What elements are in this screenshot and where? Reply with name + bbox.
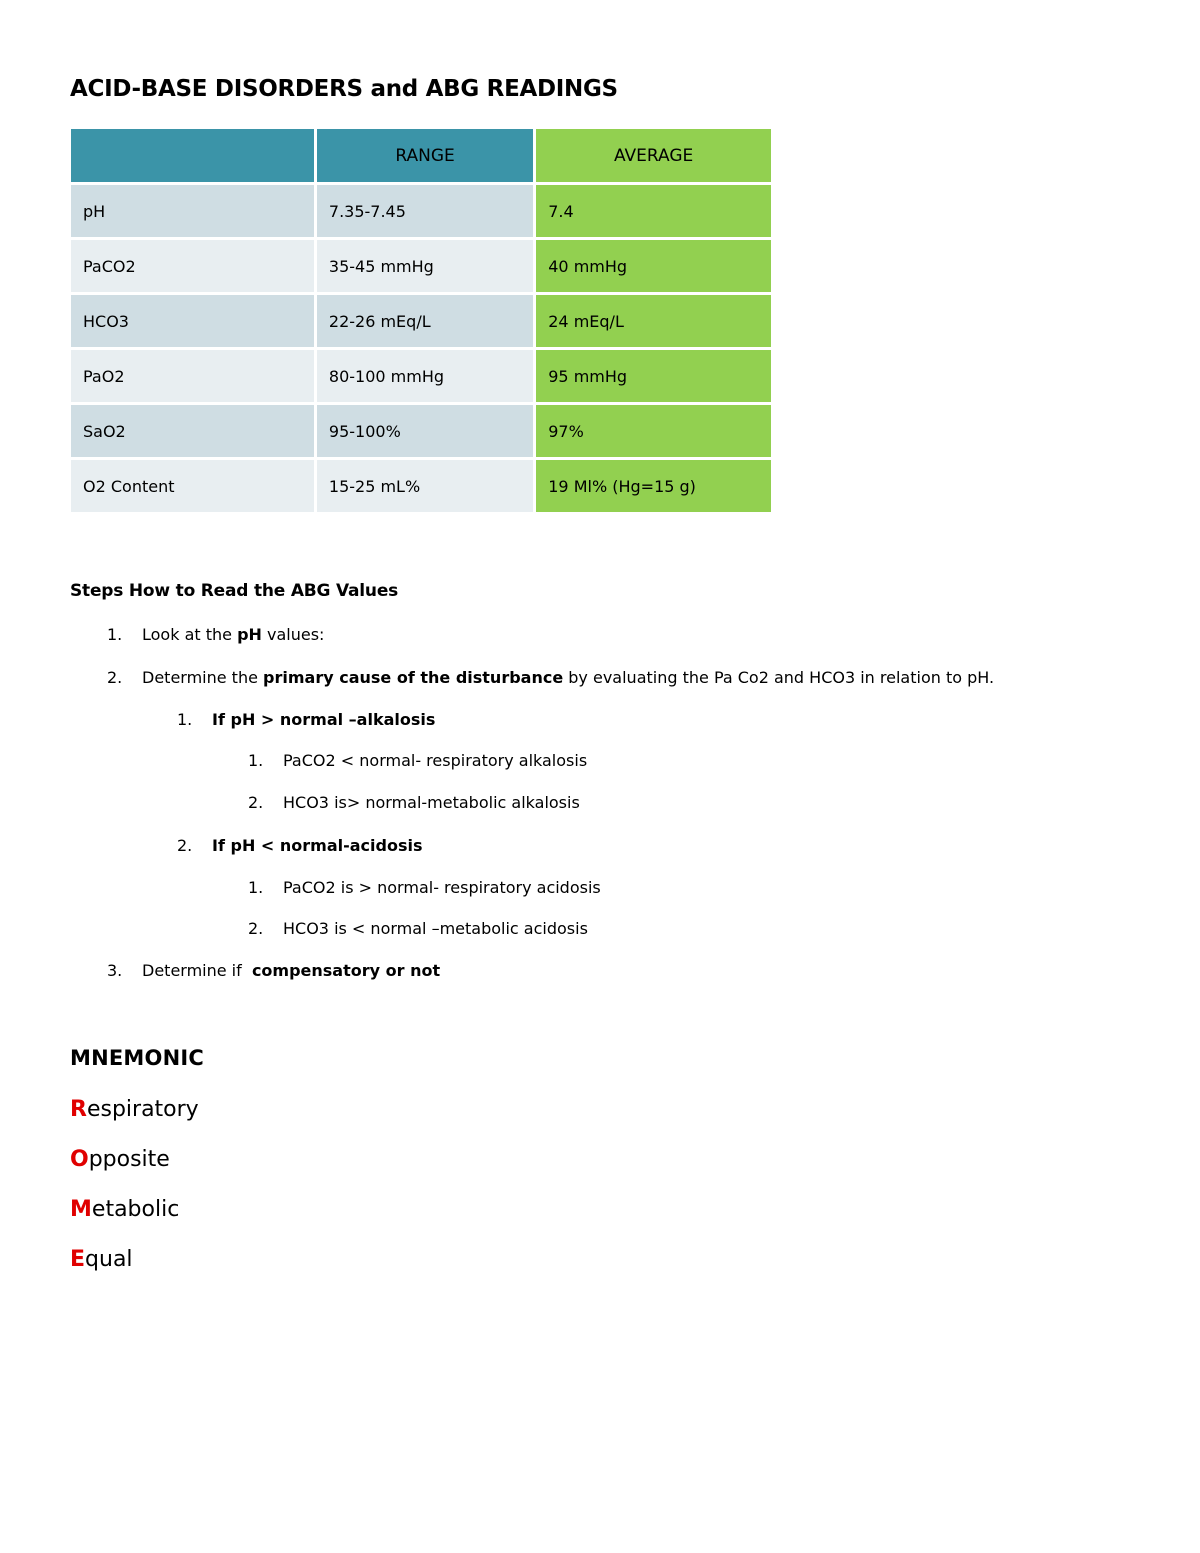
table-row (71, 240, 771, 292)
mnemonic-rest: espiratory (86, 1097, 199, 1122)
table-row (71, 295, 771, 347)
param-cell: O2 Content (71, 460, 314, 512)
mnemonic-rest: etabolic (91, 1197, 180, 1222)
mnemonic-rest: qual (85, 1247, 133, 1272)
range-cell: 95-100% (317, 405, 533, 457)
mnemonic-rest: pposite (88, 1147, 170, 1172)
header-cell-average: AVERAGE (536, 129, 771, 182)
list-number: 2. (248, 793, 264, 812)
list-text (212, 836, 422, 855)
list-number: 1. (248, 878, 264, 897)
mnemonic-letter: R (70, 1097, 87, 1122)
table-row (71, 350, 771, 402)
abg-table (68, 126, 774, 515)
table-row (71, 460, 771, 512)
list-text: PaCO2 < normal- respiratory alkalosis (283, 751, 588, 770)
list-text: HCO3 is> normal-metabolic alkalosis (283, 793, 580, 812)
emphasis: compensatory or not (251, 961, 441, 980)
mnemonic-heading: MNEMONIC (70, 1046, 204, 1070)
range-cell: 22-26 mEq/L (317, 295, 533, 347)
list-number: 3. (107, 961, 123, 980)
emphasis: If pH > normal –alkalosis (212, 710, 436, 729)
table-header-row (71, 129, 771, 182)
list-text: Determine the primary cause of the disturbance by evaluating the Pa Co2 and HCO3 in relation to pH. (142, 668, 995, 687)
range-cell: 7.35-7.45 (317, 185, 533, 237)
list-number: 2. (248, 919, 264, 938)
table-row (71, 185, 771, 237)
range-cell: 80-100 mmHg (317, 350, 533, 402)
steps-heading: Steps How to Read the ABG Values (70, 581, 399, 601)
range-cell: 35-45 mmHg (317, 240, 533, 292)
list-text (212, 710, 435, 729)
param-cell: SaO2 (71, 405, 314, 457)
mnemonic-letter: O (70, 1147, 89, 1172)
list-number: 1. (107, 625, 123, 644)
param-cell: HCO3 (71, 295, 314, 347)
average-cell: 24 mEq/L (536, 295, 771, 347)
mnemonic-letter: E (70, 1247, 86, 1272)
average-cell: 19 Ml% (Hg=15 g) (536, 460, 771, 512)
list-text: PaCO2 is > normal- respiratory acidosis (283, 878, 601, 897)
list-number: 2. (177, 836, 193, 855)
emphasis: pH (237, 625, 262, 644)
mnemonic-word (70, 1247, 133, 1272)
range-cell: 15-25 mL% (317, 460, 533, 512)
param-cell: PaO2 (71, 350, 314, 402)
param-cell: pH (71, 185, 314, 237)
list-number: 2. (107, 668, 123, 687)
mnemonic-word (70, 1147, 170, 1172)
table-row (71, 405, 771, 457)
list-text: Look at the pH values: (142, 625, 325, 644)
average-cell: 7.4 (536, 185, 771, 237)
average-cell: 97% (536, 405, 771, 457)
header-cell-range: RANGE (317, 129, 533, 182)
emphasis: primary cause of the disturbance (263, 668, 564, 687)
list-number: 1. (248, 751, 264, 770)
average-cell: 40 mmHg (536, 240, 771, 292)
list-text: HCO3 is < normal –metabolic acidosis (283, 919, 588, 938)
mnemonic-word (70, 1097, 199, 1122)
mnemonic-letter: M (70, 1197, 92, 1222)
document-title: ACID-BASE DISORDERS and ABG READINGS (70, 76, 618, 102)
average-cell: 95 mmHg (536, 350, 771, 402)
emphasis: If pH < normal-acidosis (212, 836, 423, 855)
list-text: Determine if compensatory or not (142, 961, 441, 980)
mnemonic-word (70, 1197, 179, 1222)
list-number: 1. (177, 710, 193, 729)
header-cell-blank (71, 129, 314, 182)
param-cell: PaCO2 (71, 240, 314, 292)
